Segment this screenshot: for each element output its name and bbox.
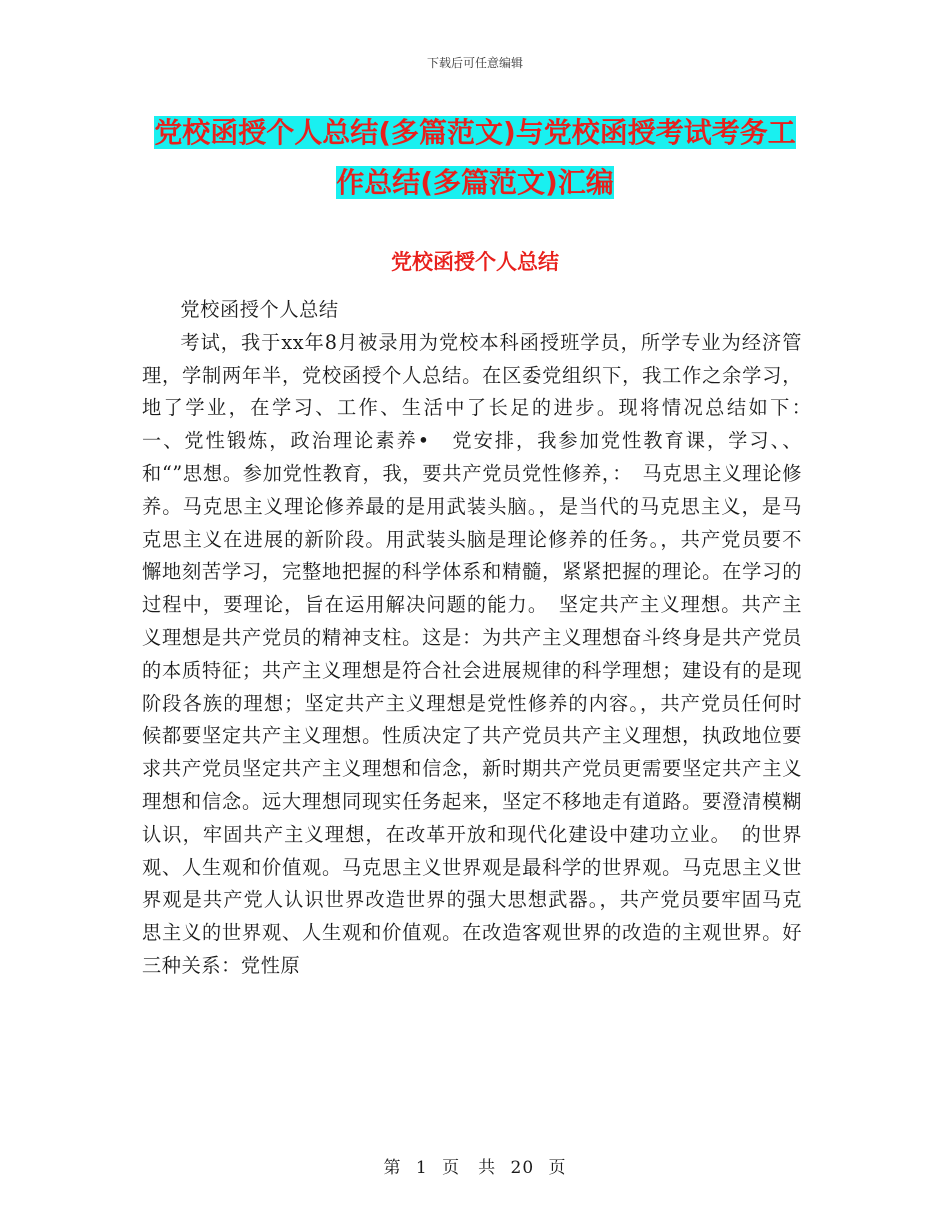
page-label-suffix: 页 xyxy=(548,1158,567,1178)
page-current: 1 xyxy=(415,1158,428,1178)
header-note: 下载后可任意编辑 xyxy=(426,56,523,70)
page-label-middle: 页 共 xyxy=(442,1158,497,1178)
body-text xyxy=(142,294,822,983)
section-title: 党校函授个人总结 xyxy=(391,250,559,274)
document-title-line-2: 作总结(多篇范文)汇编 xyxy=(336,166,614,199)
page-label-prefix: 第 xyxy=(383,1158,402,1178)
page-total: 20 xyxy=(510,1158,535,1178)
paragraph: 考试，我于xx年8月被录用为党校本科函授班学员，所学专业为经济管理，学制两年半，党校函授个人总结。在区委党组织下，我工作之余学习，地了学业，在学习、工作、生活中了长足的进步。现将情况总结如下： 一、党性锻炼，政治理论素养• 党安排，我参加党性教育课，学习、、和“”思想。参加党性教育，我，要共产党员党性修养，： 马克思主义理论修养。马克思主义理论修养最的是用武装头脑。，是当代的马克思主义，是马克思主义在进展的新阶段。用武装头脑是理论修养的任务。，共产党员要不懈地刻苦学习，完整地把握的科学体系和精髓，紧紧把握的理论。在学习的过程中，要理论，旨在运用解决问题的能力。 坚定共产主义理想。共产主义理想是共产党员的精神支柱。这是：为共产主义理想奋斗终身是共产党员的本质特征；共产主义理想是符合社会进展规律的科学理想；建设有的是现阶段各族的理想；坚定共产主义理想是党性修养的内容。，共产党员任何时候都要坚定共产主义理想。性质决定了共产党员共产主义理想，执政地位要求共产党员坚定共产主义理想和信念，新时期共产党员更需要坚定共产主义理想和信念。远大理想同现实任务起来，坚定不移地走有道路。要澄清模糊认识，牢固共产主义理想，在改革开放和现代化建设中建功立业。 的世界观、人生观和价值观。马克思主义世界观是最科学的世界观。马克思主义世界观是共产党人认识世界改造世界的强大思想武器。，共产党员要牢固马克思主义的世界观、人生观和价值观。在改造客观世界的改造的主观世界。好三种关系：党性原 xyxy=(142,330,822,977)
paragraph: 党校函授个人总结 xyxy=(180,298,339,321)
page-footer xyxy=(0,1153,950,1178)
document-title xyxy=(140,108,810,208)
document-title-line-1: 党校函授个人总结(多篇范文)与党校函授考试考务工 xyxy=(154,116,796,149)
